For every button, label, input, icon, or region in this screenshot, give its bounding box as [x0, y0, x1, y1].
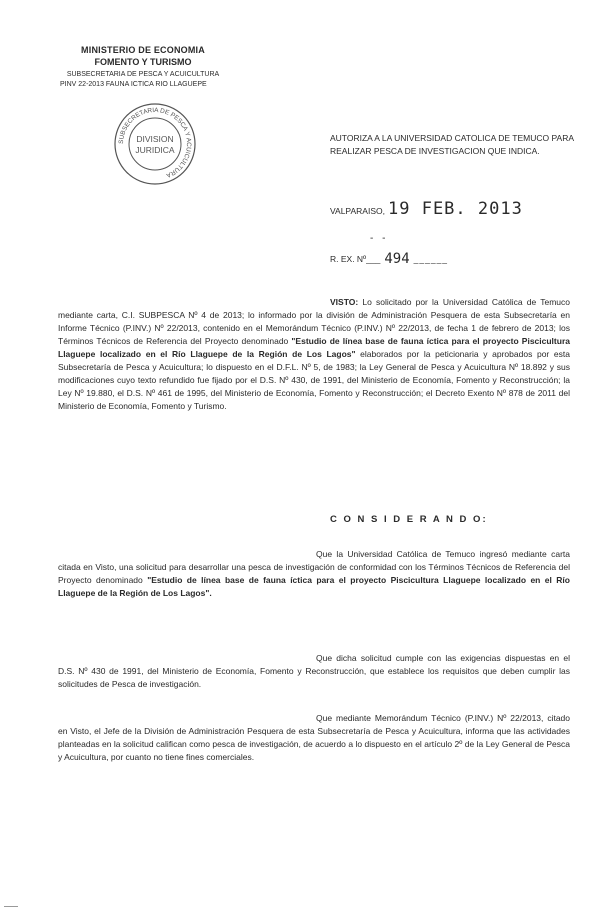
visto-heading: VISTO:	[330, 297, 359, 307]
considerando-paragraph-1	[58, 548, 570, 600]
seal-center-line1: DIVISION	[136, 134, 174, 144]
file-reference: PINV 22-2013 FAUNA ICTICA RIO LLAGUEPE	[60, 81, 207, 88]
division-juridica-seal-icon	[113, 102, 197, 186]
date-stamp: 19 FEB. 2013	[388, 199, 523, 219]
visto-paragraph	[58, 296, 570, 413]
resolution-tail: ______	[413, 254, 449, 264]
considerando-paragraph-3	[58, 712, 570, 764]
ministry-name: MINISTERIO DE ECONOMIA	[81, 45, 205, 55]
considerando-heading: C O N S I D E R A N D O:	[330, 514, 488, 525]
ministry-subname: FOMENTO Y TURISMO	[94, 57, 192, 67]
resolution-lead: ___	[366, 254, 381, 264]
place-label: VALPARAISO,	[330, 206, 385, 216]
resolution-subject: AUTORIZA A LA UNIVERSIDAD CATOLICA DE TEMUCO PARA REALIZAR PESCA DE INVESTIGACION QUE INDICA.	[330, 133, 574, 156]
resolution-prefix: R. EX. Nº	[330, 254, 367, 264]
letterhead	[58, 44, 228, 90]
p1-project-title: "Estudio de línea base de fauna íctica para el proyecto Piscicultura Llaguepe localizado en el Río Llaguepe de la Región de Los Lagos".	[58, 575, 570, 598]
p2-text: Que dicha solicitud cumple con las exigencias dispuestas en el D.S. Nº 430 de 1991, del Ministerio de Economía, Fomento y Reconstrucción, que establece los requisitos que deben cumplir las solicitudes de Pesca de investigación.	[58, 653, 570, 689]
visto-text-b: elaborados por la peticionaria y aprobados por esta Subsecretaría de Pesca y Acuicultura; lo dispuesto en el D.F.L. Nº 5, de 1983; la Ley General de Pesca y Acuicultura Nº 18.892 y sus modificaciones cuyo texto refundido fue fijado por el D.S. Nº 430, de 1991, del Ministerio de Economía, Fomento y Reconstrucción; la Ley Nº 19.880, el D.S. Nº 461 de 1995, del Ministerio de Economía, Fomento y Reconstrucción; el Decreto Exento Nº 878 de 2011 del Ministerio de Economía, Fomento y Turismo.	[58, 349, 570, 411]
dash-mark: - -	[370, 233, 389, 244]
p3-text: Que mediante Memorándum Técnico (P.INV.) Nº 22/2013, citado en Visto, el Jefe de la División de Administración Pesquera de esta Subsecretaría de Pesca y Acuicultura, informa que las actividades planteadas en la solicitud califican como pesca de investigación, de acuerdo a lo dispuesto en el artículo 2º de la Ley General de Pesca y Acuicultura, por cuanto no tiene fines comerciales.	[58, 713, 570, 762]
resolution-number	[330, 250, 448, 266]
subsecretaria-name: SUBSECRETARIA DE PESCA Y ACUICULTURA	[66, 71, 220, 78]
resolution-number-value: 494	[384, 251, 410, 267]
page-edge-mark	[4, 906, 18, 907]
visto-text-a: Lo solicitado por la Universidad Católica de Temuco mediante carta, C.I. SUBPESCA Nº 4 de 2013; lo informado por la división de Administración Pesquera de esta Subsecretaría en Informe Técnico (P.INV.) Nº 22/2013, contenido en el Memorándum Técnico (P.INV.) Nº 22/2013, de fecha 1 de febrero de 2013; los Términos Técnicos de Referencia del Proyecto denominado	[58, 297, 570, 346]
p1-text: Que la Universidad Católica de Temuco ingresó mediante carta citada en Visto, una solicitud para desarrollar una pesca de investigación de conformidad con los Términos Técnicos de Referencia del Proyecto denominado	[58, 549, 570, 585]
seal-center-line2: JURIDICA	[135, 145, 175, 155]
seal-ring-text: SUBSECRETARIA DE PESCA Y ACUICULTURA	[117, 106, 193, 179]
considerando-paragraph-2	[58, 652, 570, 691]
visto-project-title: "Estudio de línea base de fauna íctica para el proyecto Piscicultura Llaguepe localizado en el Río Llaguepe de la Región de Los Lagos"	[58, 336, 570, 359]
